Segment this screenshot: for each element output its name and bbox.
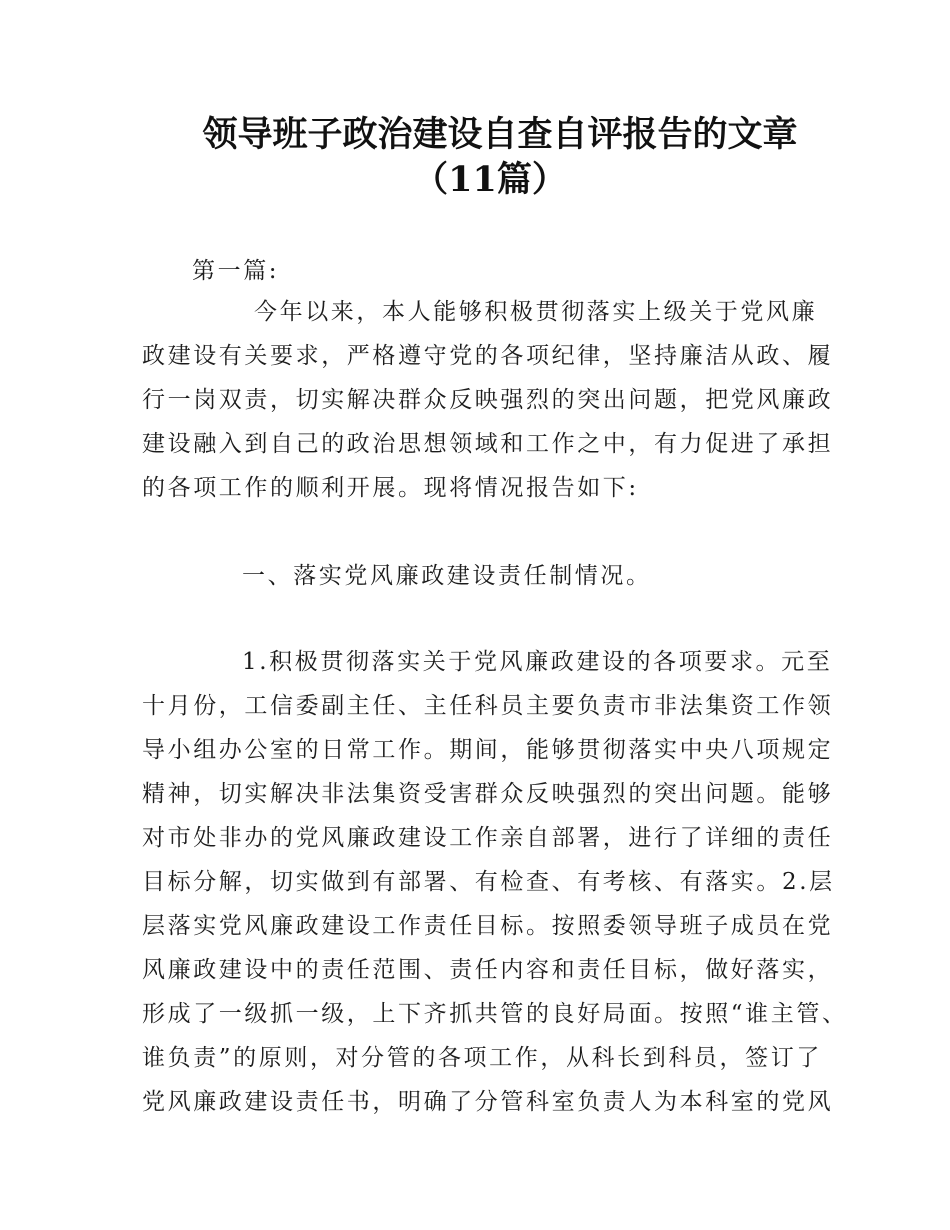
paragraph-line: 谁负责”的原则，对分管的各项工作，从科长到科员，签订了	[142, 1045, 822, 1071]
paragraph-line: 1.积极贯彻落实关于党风廉政建设的各项要求。元至	[242, 649, 833, 675]
paragraph-line: 十月份，工信委副主任、主任科员主要负责市非法集资工作领	[142, 693, 834, 719]
paragraph-line: 的各项工作的顺利开展。现将情况报告如下:	[142, 475, 639, 501]
document-title-line1: 领导班子政治建设自查自评报告的文章	[202, 114, 798, 155]
paragraph-line: 对市处非办的党风廉政建设工作亲自部署，进行了详细的责任	[142, 825, 834, 851]
paragraph-line: 党风廉政建设责任书，明确了分管科室负责人为本科室的党风	[142, 1089, 834, 1115]
paragraph-line: 行一岗双责，切实解决群众反映强烈的突出问题，把党风廉政	[142, 387, 834, 413]
paragraph-line: 今年以来，本人能够积极贯彻落实上级关于党风廉	[254, 299, 818, 325]
paragraph-line: 目标分解，切实做到有部署、有检查、有考核、有落实。2.层	[142, 869, 835, 895]
paragraph-line: 精神，切实解决非法集资受害群众反映强烈的突出问题。能够	[142, 781, 834, 807]
section-label: 第一篇:	[192, 258, 280, 284]
paragraph-line: 形成了一级抓一级，上下齐抓共管的良好局面。按照“谁主管、	[142, 1001, 848, 1027]
section-heading: 一、落实党风廉政建设责任制情况。	[242, 563, 652, 589]
paragraph-line: 导小组办公室的日常工作。期间，能够贯彻落实中央八项规定	[142, 737, 834, 763]
document-title-line2: （11篇）	[413, 159, 567, 200]
paragraph-line: 层落实党风廉政建设工作责任目标。按照委领导班子成员在党	[142, 913, 834, 939]
paragraph-line: 建设融入到自己的政治思想领域和工作之中，有力促进了承担	[142, 431, 834, 457]
paragraph-line: 政建设有关要求，严格遵守党的各项纪律，坚持廉洁从政、履	[142, 343, 834, 369]
paragraph-line: 风廉政建设中的责任范围、责任内容和责任目标，做好落实，	[142, 957, 834, 983]
